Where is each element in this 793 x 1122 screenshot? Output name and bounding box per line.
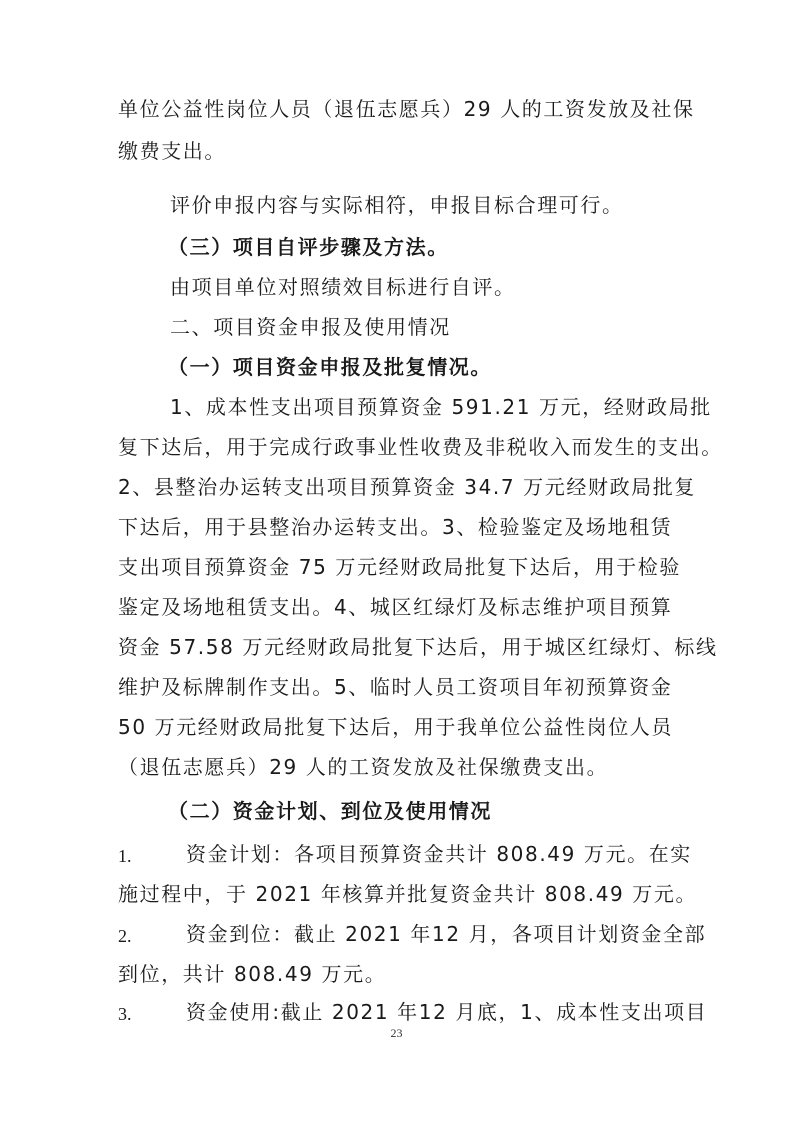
text-line: 资金 57.58 万元经财政局批复下达后，用于城区红绿灯、标线 <box>118 635 718 659</box>
text-line: 鉴定及场地租赁支出。4、城区红绿灯及标志维护项目预算 <box>118 595 673 619</box>
text-line: 下达后，用于县整治办运转支出。3、检验鉴定及场地租赁 <box>118 515 673 539</box>
text-line: 支出项目预算资金 75 万元经财政局批复下达后，用于检验 <box>118 555 681 579</box>
text-line: 复下达后，用于完成行政事业性收费及非税收入而发生的支出。 <box>118 435 723 459</box>
text-line: 资金到位：截止 2021 年12 月，各项目计划资金全部 <box>186 922 707 946</box>
list-number: 1. <box>118 846 132 866</box>
text-line: 由项目单位对照绩效目标进行自评。 <box>170 275 516 299</box>
text-line: 1、成本性支出项目预算资金 591.21 万元，经财政局批 <box>170 395 712 419</box>
text-line: 施过程中，于 2021 年核算并批复资金共计 808.49 万元。 <box>118 882 698 906</box>
text-line: 缴费支出。 <box>118 139 226 163</box>
text-line: 维护及标牌制作支出。5、临时人员工资项目年初预算资金 <box>118 675 673 699</box>
section-heading: 二、项目资金申报及使用情况 <box>170 315 451 339</box>
list-number: 2. <box>118 926 132 946</box>
text-line: 资金使用:截止 2021 年12 月底，1、成本性支出项目 <box>186 1000 708 1024</box>
list-number: 3. <box>118 1004 132 1024</box>
section-heading: （一）项目资金申报及批复情况。 <box>168 355 492 379</box>
text-line: （退伍志愿兵）29 人的工资发放及社保缴费支出。 <box>118 755 609 779</box>
text-line: 单位公益性岗位人员（退伍志愿兵）29 人的工资发放及社保 <box>118 97 695 121</box>
page-number: 23 <box>390 1026 403 1040</box>
section-heading: （二）资金计划、到位及使用情况 <box>168 799 492 823</box>
text-line: 评价申报内容与实际相符，申报目标合理可行。 <box>170 193 624 217</box>
section-heading: （三）项目自评步骤及方法。 <box>168 235 449 259</box>
text-line: 2、县整治办运转支出项目预算资金 34.7 万元经财政局批复 <box>118 475 696 499</box>
text-line: 资金计划：各项目预算资金共计 808.49 万元。在实 <box>186 842 692 866</box>
text-line: 到位，共计 808.49 万元。 <box>118 962 387 986</box>
text-line: 50 万元经财政局批复下达后，用于我单位公益性岗位人员 <box>118 715 674 739</box>
